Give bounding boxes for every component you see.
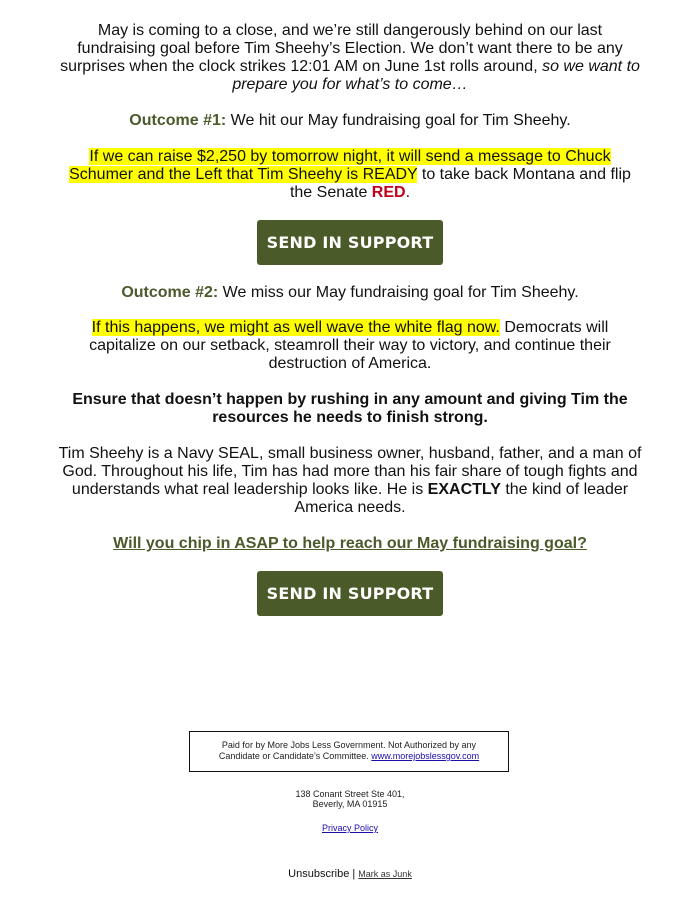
address-line-2: Beverly, MA 01915 <box>312 799 388 809</box>
intro-line-2: fundraising goal before Tim Sheehy’s Election. We don’t want there to be any <box>77 40 623 57</box>
send-in-support-label-2: SEND IN SUPPORT <box>266 584 434 603</box>
outcome2-paragraph <box>50 319 650 373</box>
cta-paragraph <box>50 535 650 553</box>
outcome1-paragraph <box>50 148 650 202</box>
bio-line-2: God. Throughout his life, Tim has had more than his fair share of tough fights and <box>62 463 638 480</box>
footer-separator: | <box>349 868 359 880</box>
outcome2-rest-1: Democrats will <box>499 319 609 336</box>
unsubscribe-link[interactable]: Unsubscribe <box>288 868 350 880</box>
red-word: RED <box>371 184 406 201</box>
chip-in-link[interactable]: Will you chip in ASAP to help reach our May fundraising goal? <box>113 535 587 552</box>
ensure-paragraph <box>50 391 650 427</box>
outcome1-heading <box>50 112 650 130</box>
intro-line-4-italic: prepare you for what’s to come… <box>232 76 468 93</box>
outcome1-label: Outcome #1: <box>129 112 227 129</box>
send-in-support-button-2[interactable] <box>257 571 443 616</box>
outcome1-text: We hit our May fundraising goal for Tim Sheehy. <box>226 112 571 129</box>
ensure-line-2: resources he needs to finish strong. <box>212 409 488 426</box>
disclaimer-box <box>189 731 509 772</box>
intro-line-1: May is coming to a close, and we’re still dangerously behind on our last <box>97 22 603 39</box>
bio-line-3: understands what real leadership looks like. He is <box>71 481 428 498</box>
disclaimer-text-1: Paid for by More Jobs Less Government. Not Authorized by any <box>221 740 477 750</box>
outcome2-line-2: capitalize on our setback, steamroll their way to victory, and continue their <box>89 337 611 354</box>
bio-paragraph <box>50 445 650 517</box>
privacy-row <box>150 823 550 833</box>
send-in-support-label: SEND IN SUPPORT <box>266 233 434 252</box>
footer <box>150 867 550 881</box>
outcome2-text: We miss our May fundraising goal for Tim Sheehy. <box>218 284 579 301</box>
ensure-line-1: Ensure that doesn’t happen by rushing in any amount and giving Tim the <box>72 391 628 408</box>
intro-line-3-italic: so we want to <box>537 58 640 75</box>
outcome1-line-3: the Senate <box>289 184 372 201</box>
outcome2-line-3: destruction of America. <box>268 355 432 372</box>
outcome1-highlight-2: Schumer and the Left that Tim Sheehy is READY <box>69 166 418 183</box>
bio-exactly: EXACTLY <box>427 481 501 498</box>
bio-line-3-end: the kind of leader <box>500 481 629 498</box>
send-in-support-button[interactable] <box>257 220 443 265</box>
address-line-1: 138 Conant Street Ste 401, <box>295 789 405 799</box>
outcome2-highlight: If this happens, we might as well wave the white flag now. <box>91 319 500 336</box>
disclaimer-text-2: Candidate or Candidate’s Committee. <box>218 751 372 761</box>
outcome1-rest-2: to take back Montana and flip <box>417 166 631 183</box>
privacy-policy-link[interactable]: Privacy Policy <box>321 823 378 833</box>
outcome2-heading <box>50 284 650 302</box>
intro-paragraph <box>50 22 650 94</box>
intro-line-3: surprises when the clock strikes 12:01 AM on June 1st rolls around, <box>60 58 538 75</box>
website-link[interactable]: www.morejobslessgov.com <box>371 751 480 761</box>
bio-line-1: Tim Sheehy is a Navy SEAL, small business owner, husband, father, and a man of <box>58 445 642 462</box>
mark-as-junk-link[interactable]: Mark as Junk <box>358 869 412 879</box>
outcome2-label: Outcome #2: <box>121 284 219 301</box>
address <box>150 789 550 809</box>
outcome1-period: . <box>405 184 411 201</box>
outcome1-highlight-1: If we can raise $2,250 by tomorrow night, it will send a message to Chuck <box>89 148 611 165</box>
bio-line-4: America needs. <box>294 499 406 516</box>
